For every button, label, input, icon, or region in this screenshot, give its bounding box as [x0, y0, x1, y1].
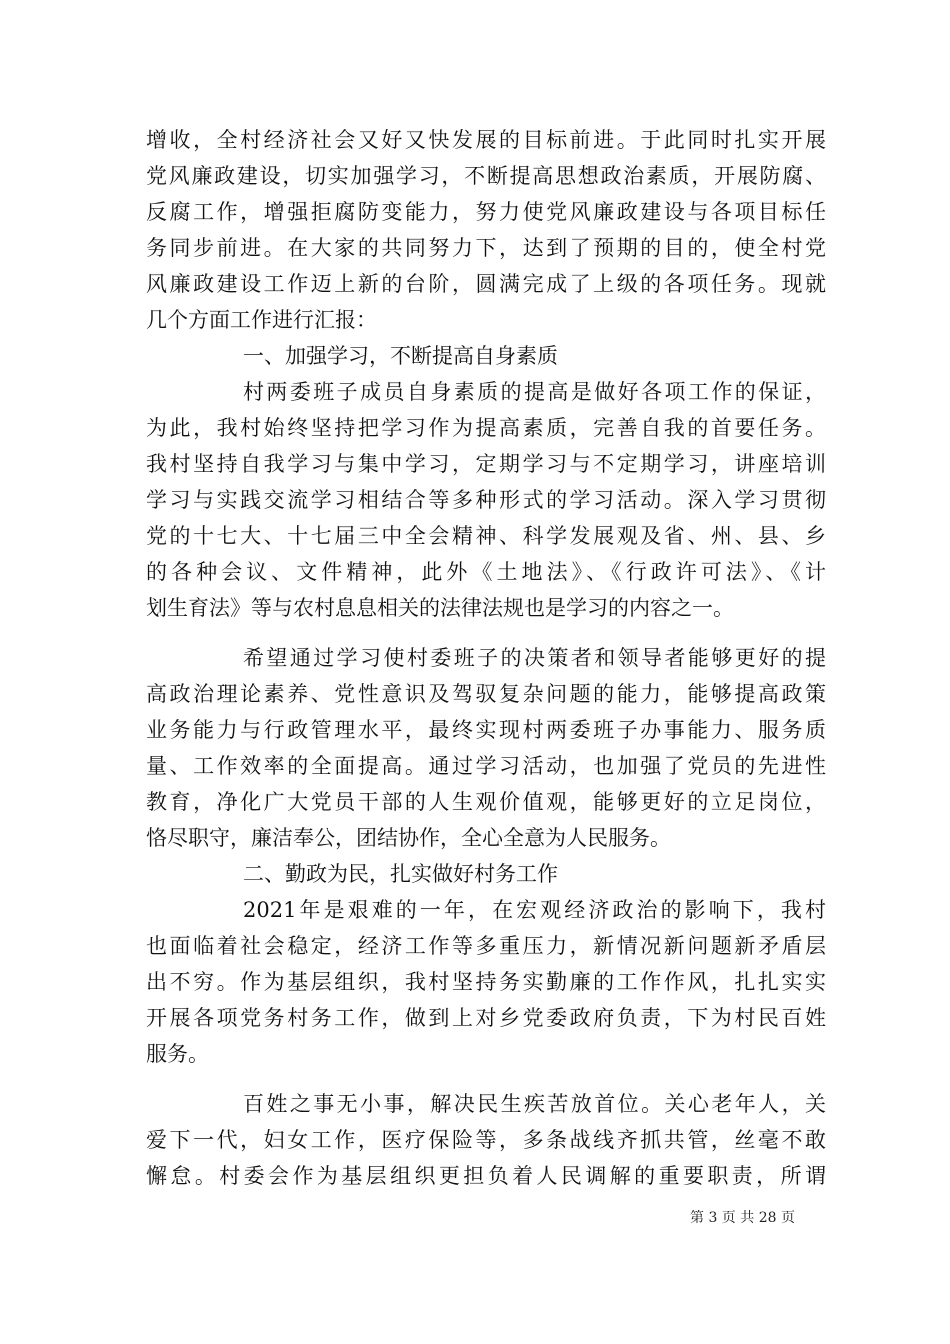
- paragraph-line: 百姓之事无小事，解决民生疾苦放首位。关心老年人，关: [243, 1092, 826, 1116]
- paragraph-line: 开展各项党务村务工作，做到上对乡党委政府负责，下为村民百姓: [146, 1006, 826, 1030]
- paragraph-line: 增收，全村经济社会又好又快发展的目标前进。于此同时扎实开展: [146, 128, 826, 152]
- paragraph-line: 的各种会议、文件精神，此外《土地法》、《行政许可法》、《计: [146, 560, 826, 584]
- paragraph-line: 量、工作效率的全面提高。通过学习活动，也加强了党员的先进性: [146, 754, 826, 778]
- paragraph-line: 爱下一代，妇女工作，医疗保险等，多条战线齐抓共管，丝毫不敢: [146, 1128, 826, 1152]
- paragraph-line: 划生育法》等与农村息息相关的法律法规也是学习的内容之一。: [146, 596, 734, 620]
- paragraph-line: 党风廉政建设，切实加强学习，不断提高思想政治素质，开展防腐、: [146, 164, 826, 188]
- paragraph-line: 党的十七大、十七届三中全会精神、科学发展观及省、州、县、乡: [146, 524, 826, 548]
- paragraph-line: 恪尽职守，廉洁奉公，团结协作，全心全意为人民服务。: [146, 826, 671, 850]
- paragraph-line: 教育，净化广大党员干部的人生观价值观，能够更好的立足岗位，: [146, 790, 826, 814]
- page-number-footer: 第 3 页 共 28 页: [690, 1210, 795, 1226]
- paragraph-line: 也面临着社会稳定，经济工作等多重压力，新情况新问题新矛盾层: [146, 934, 826, 958]
- paragraph-line: 为此，我村始终坚持把学习作为提高素质，完善自我的首要任务。: [146, 416, 826, 440]
- paragraph-line: 业务能力与行政管理水平，最终实现村两委班子办事能力、服务质: [146, 718, 826, 742]
- paragraph-line: 2021年是艰难的一年，在宏观经济政治的影响下，我村: [243, 898, 826, 922]
- paragraph-line: 务同步前进。在大家的共同努力下，达到了预期的目的，使全村党: [146, 236, 826, 260]
- paragraph-line: 学习与实践交流学习相结合等多种形式的学习活动。深入学习贯彻: [146, 488, 826, 512]
- paragraph-line: 我村坚持自我学习与集中学习，定期学习与不定期学习，讲座培训: [146, 452, 826, 476]
- section-heading-1: 一、加强学习，不断提高自身素质: [243, 344, 558, 368]
- paragraph-line: 几个方面工作进行汇报：: [146, 308, 377, 332]
- paragraph-line: 风廉政建设工作迈上新的台阶，圆满完成了上级的各项任务。现就: [146, 272, 826, 296]
- paragraph-line: 希望通过学习使村委班子的决策者和领导者能够更好的提: [243, 646, 826, 670]
- paragraph-line: 懈怠。村委会作为基层组织更担负着人民调解的重要职责，所谓: [146, 1164, 826, 1188]
- paragraph-line: 高政治理论素养、党性意识及驾驭复杂问题的能力，能够提高政策: [146, 682, 826, 706]
- section-heading-2: 二、勤政为民，扎实做好村务工作: [243, 862, 558, 886]
- paragraph-line: 反腐工作，增强拒腐防变能力，努力使党风廉政建设与各项目标任: [146, 200, 826, 224]
- paragraph-line: 服务。: [146, 1042, 209, 1066]
- paragraph-line: 村两委班子成员自身素质的提高是做好各项工作的保证，: [243, 380, 826, 404]
- paragraph-line: 出不穷。作为基层组织，我村坚持务实勤廉的工作作风，扎扎实实: [146, 970, 826, 994]
